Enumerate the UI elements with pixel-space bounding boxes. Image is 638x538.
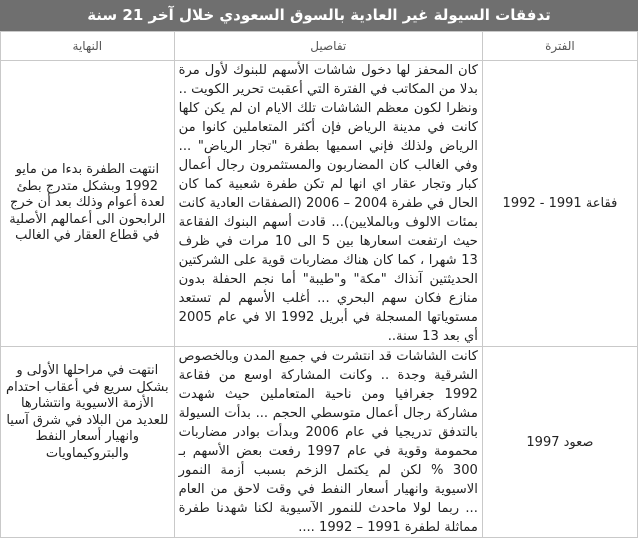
header-period: الفترة [482, 32, 637, 61]
table-row [1, 347, 638, 538]
header-details: تفاصيل [174, 32, 482, 61]
period-cell: صعود 1997 [482, 347, 637, 538]
data-table [0, 31, 638, 538]
details-cell: كان المحفز لها دخول شاشات الأسهم للبنوك لأول مرة بدلا من المكاتب في الفترة التي أعقبت تحرير الكويت .. ونظرا لكون معظم الشاشات تلك الايام ان لم يكن كلها كانت في مدينة الرياض فإن أكثر المتعاملين كانوا من الرياض ولذلك فإني اسميها بطفرة "تجار الرياض" ... وفي الغالب كان المضاربون والمستثمرون رجال أعمال كبار وتجار عقار اي انها لم تكن طفرة شعبية كما كان الحال في طفرة 2004 – 2006 (الصفقات العادية كانت بمئات الالوف وبالملايين)... قادت أسهم البنوك الفقاعة حيث ارتفعت اسعارها بين 5 الى 10 مرات في ظرف 13 شهرا ، كما كان هناك مضاربات قوية على الشركتين الحديثتين آنذاك "مكة" و"طيبة" أما نجم الحفلة بدون منازع فكان سهم البحري ... أغلب الأسهم لم تستعد مستوياتها المسجلة في أبريل 1992 الا في عام 2005 أي بعد 13 سنة.. [174, 61, 482, 347]
table-row [1, 61, 638, 347]
ending-cell: انتهت في مراحلها الأولى و بشكل سريع في أعقاب احتدام الأزمة الاسيوية وانتشارها للعديد من البلاد في شرق آسيا وانهيار أسعار النفط والبتروكيماويات [1, 347, 175, 538]
period-cell: فقاعة 1991 - 1992 [482, 61, 637, 347]
header-row [1, 32, 638, 61]
ending-cell: انتهت الطفرة بدءا من مايو 1992 وبشكل متدرج بطئ لعدة أعوام وذلك بعد أن خرج الرابحون الى أعمالهم الأصلية في قطاع العقار في الغالب [1, 61, 175, 347]
table-title: تدفقات السيولة غير العادية بالسوق السعودي خلال آخر 21 سنة [0, 0, 638, 31]
details-cell: كانت الشاشات قد انتشرت في جميع المدن وبالخصوص الشرقية وجدة .. وكانت المشاركة اوسع من فقاعة 1992 جغرافيا ومن ناحية المتعاملين حيث شهدت مشاركة رجال أعمال متوسطي الحجم ... بدأت السيولة بالتدفق تدريجيا في عام 2006 وبدأت بوادر مضاربات محمومة وقوية في عام 1997 رفعت بعض الأسهم بـ 300 % لكن لم يكتمل الزخم بسبب أزمة النمور الاسيوية وانهيار أسعار النفط في وقت لاحق من العام ... ربما لولا ماحدث للنمور الآسيوية لكنا شهدنا طفرة مماثلة لطفرة 1991 – 1992 .... [174, 347, 482, 538]
header-ending: النهاية [1, 32, 175, 61]
